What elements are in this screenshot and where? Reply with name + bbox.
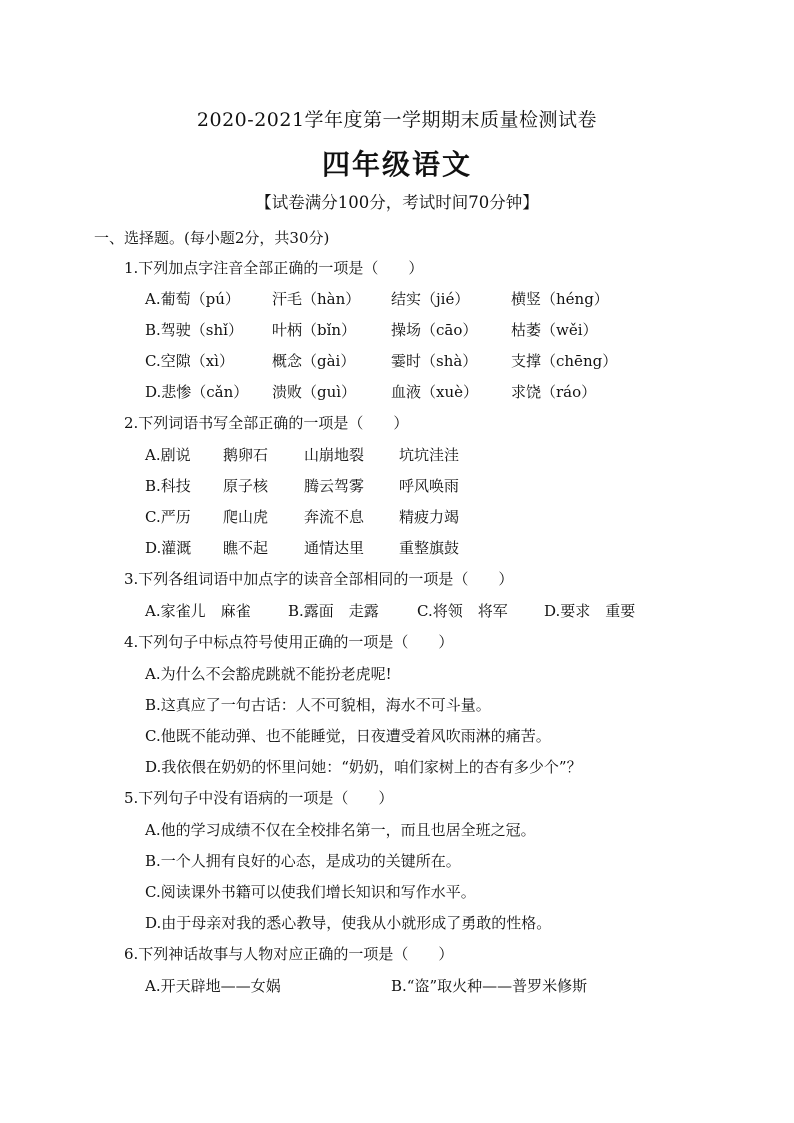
exam-title: 2020-2021学年度第一学期期末质量检测试卷 bbox=[196, 109, 598, 131]
q2-d-word-1: D.灌溉 bbox=[145, 539, 192, 557]
question-5-stem: 5.下列句子中没有语病的一项是（ ） bbox=[124, 789, 394, 807]
q2-d-word-2: 瞧不起 bbox=[223, 539, 269, 557]
q2-a-word-4: 坑坑洼洼 bbox=[399, 446, 460, 464]
q1-b-word-2: 叶柄（bǐn） bbox=[272, 321, 357, 339]
q2-b-word-4: 呼风唤雨 bbox=[399, 477, 460, 495]
q6-option-a: A.开天辟地——女娲 bbox=[145, 977, 281, 995]
q1-d-word-3: 血液（xuè） bbox=[391, 383, 478, 401]
q3-option-b: B.露面 走露 bbox=[288, 602, 379, 620]
q2-d-word-3: 通情达里 bbox=[304, 539, 365, 557]
q5-option-d: D.由于母亲对我的悉心教导，使我从小就形成了勇敢的性格。 bbox=[145, 914, 552, 932]
q5-option-a: A.他的学习成绩不仅在全校排名第一，而且也居全班之冠。 bbox=[145, 821, 536, 839]
q6-option-b: B.“盗”取火种——普罗米修斯 bbox=[391, 977, 588, 995]
question-3-stem: 3.下列各组词语中加点字的读音全部相同的一项是（ ） bbox=[124, 570, 514, 588]
q4-option-b: B.这真应了一句古话：人不可貌相，海水不可斗量。 bbox=[145, 696, 491, 714]
q1-a-word-3: 结实（jié） bbox=[391, 290, 470, 308]
q1-b-word-3: 操场（cāo） bbox=[391, 321, 478, 339]
q2-c-word-1: C.严历 bbox=[145, 508, 191, 526]
q3-option-a: A.家雀儿 麻雀 bbox=[145, 602, 251, 620]
q5-option-c: C.阅读课外书籍可以使我们增长知识和写作水平。 bbox=[145, 883, 476, 901]
q1-a-word-1: A.葡萄（pú） bbox=[145, 290, 240, 308]
question-2-stem: 2.下列词语书写全部正确的一项是（ ） bbox=[124, 414, 409, 432]
q2-a-word-2: 鹅卵石 bbox=[223, 446, 269, 464]
question-1-stem: 1.下列加点字注音全部正确的一项是（ ） bbox=[124, 259, 424, 277]
q2-a-word-3: 山崩地裂 bbox=[304, 446, 365, 464]
q2-c-word-3: 奔流不息 bbox=[304, 508, 365, 526]
q2-b-word-3: 腾云驾雾 bbox=[304, 477, 365, 495]
question-4-stem: 4.下列句子中标点符号使用正确的一项是（ ） bbox=[124, 633, 454, 651]
q5-option-b: B.一个人拥有良好的心态，是成功的关键所在。 bbox=[145, 852, 461, 870]
q3-option-c: C.将领 将军 bbox=[417, 602, 508, 620]
q4-option-d: D.我依偎在奶奶的怀里问她：“奶奶，咱们家树上的杏有多少个”？ bbox=[145, 758, 582, 776]
q1-b-word-1: B.驾驶（shǐ） bbox=[145, 321, 243, 339]
section-heading: 一、选择题。(每小题2分，共30分) bbox=[94, 229, 330, 247]
q1-d-word-4: 求饶（ráo） bbox=[511, 383, 597, 401]
question-6-stem: 6.下列神话故事与人物对应正确的一项是（ ） bbox=[124, 945, 454, 963]
q2-b-word-1: B.科技 bbox=[145, 477, 191, 495]
q3-option-d: D.要求 重要 bbox=[544, 602, 636, 620]
q1-d-word-2: 溃败（guì） bbox=[272, 383, 357, 401]
q1-a-word-2: 汗毛（hàn） bbox=[272, 290, 361, 308]
q2-a-word-1: A.剧说 bbox=[145, 446, 191, 464]
exam-subject: 四年级语文 bbox=[321, 148, 472, 181]
q1-c-word-2: 概念（gài） bbox=[272, 352, 356, 370]
q1-a-word-4: 横竖（héng） bbox=[511, 290, 609, 308]
q2-c-word-2: 爬山虎 bbox=[223, 508, 269, 526]
q2-b-word-2: 原子核 bbox=[223, 477, 269, 495]
q2-c-word-4: 精疲力竭 bbox=[399, 508, 460, 526]
q1-d-word-1: D.悲惨（cǎn） bbox=[145, 383, 249, 401]
q1-c-word-1: C.空隙（xì） bbox=[145, 352, 234, 370]
exam-info: 【试卷满分100分，考试时间70分钟】 bbox=[255, 193, 539, 212]
q2-d-word-4: 重整旗鼓 bbox=[399, 539, 460, 557]
q1-b-word-4: 枯萎（wěi） bbox=[511, 321, 598, 339]
q4-option-a: A.为什么不会豁虎跳就不能扮老虎呢! bbox=[145, 665, 392, 683]
q1-c-word-3: 霎时（shà） bbox=[391, 352, 478, 370]
q4-option-c: C.他既不能动弹、也不能睡觉，日夜遭受着风吹雨淋的痛苦。 bbox=[145, 727, 551, 745]
q1-c-word-4: 支撑（chēng） bbox=[511, 352, 618, 370]
